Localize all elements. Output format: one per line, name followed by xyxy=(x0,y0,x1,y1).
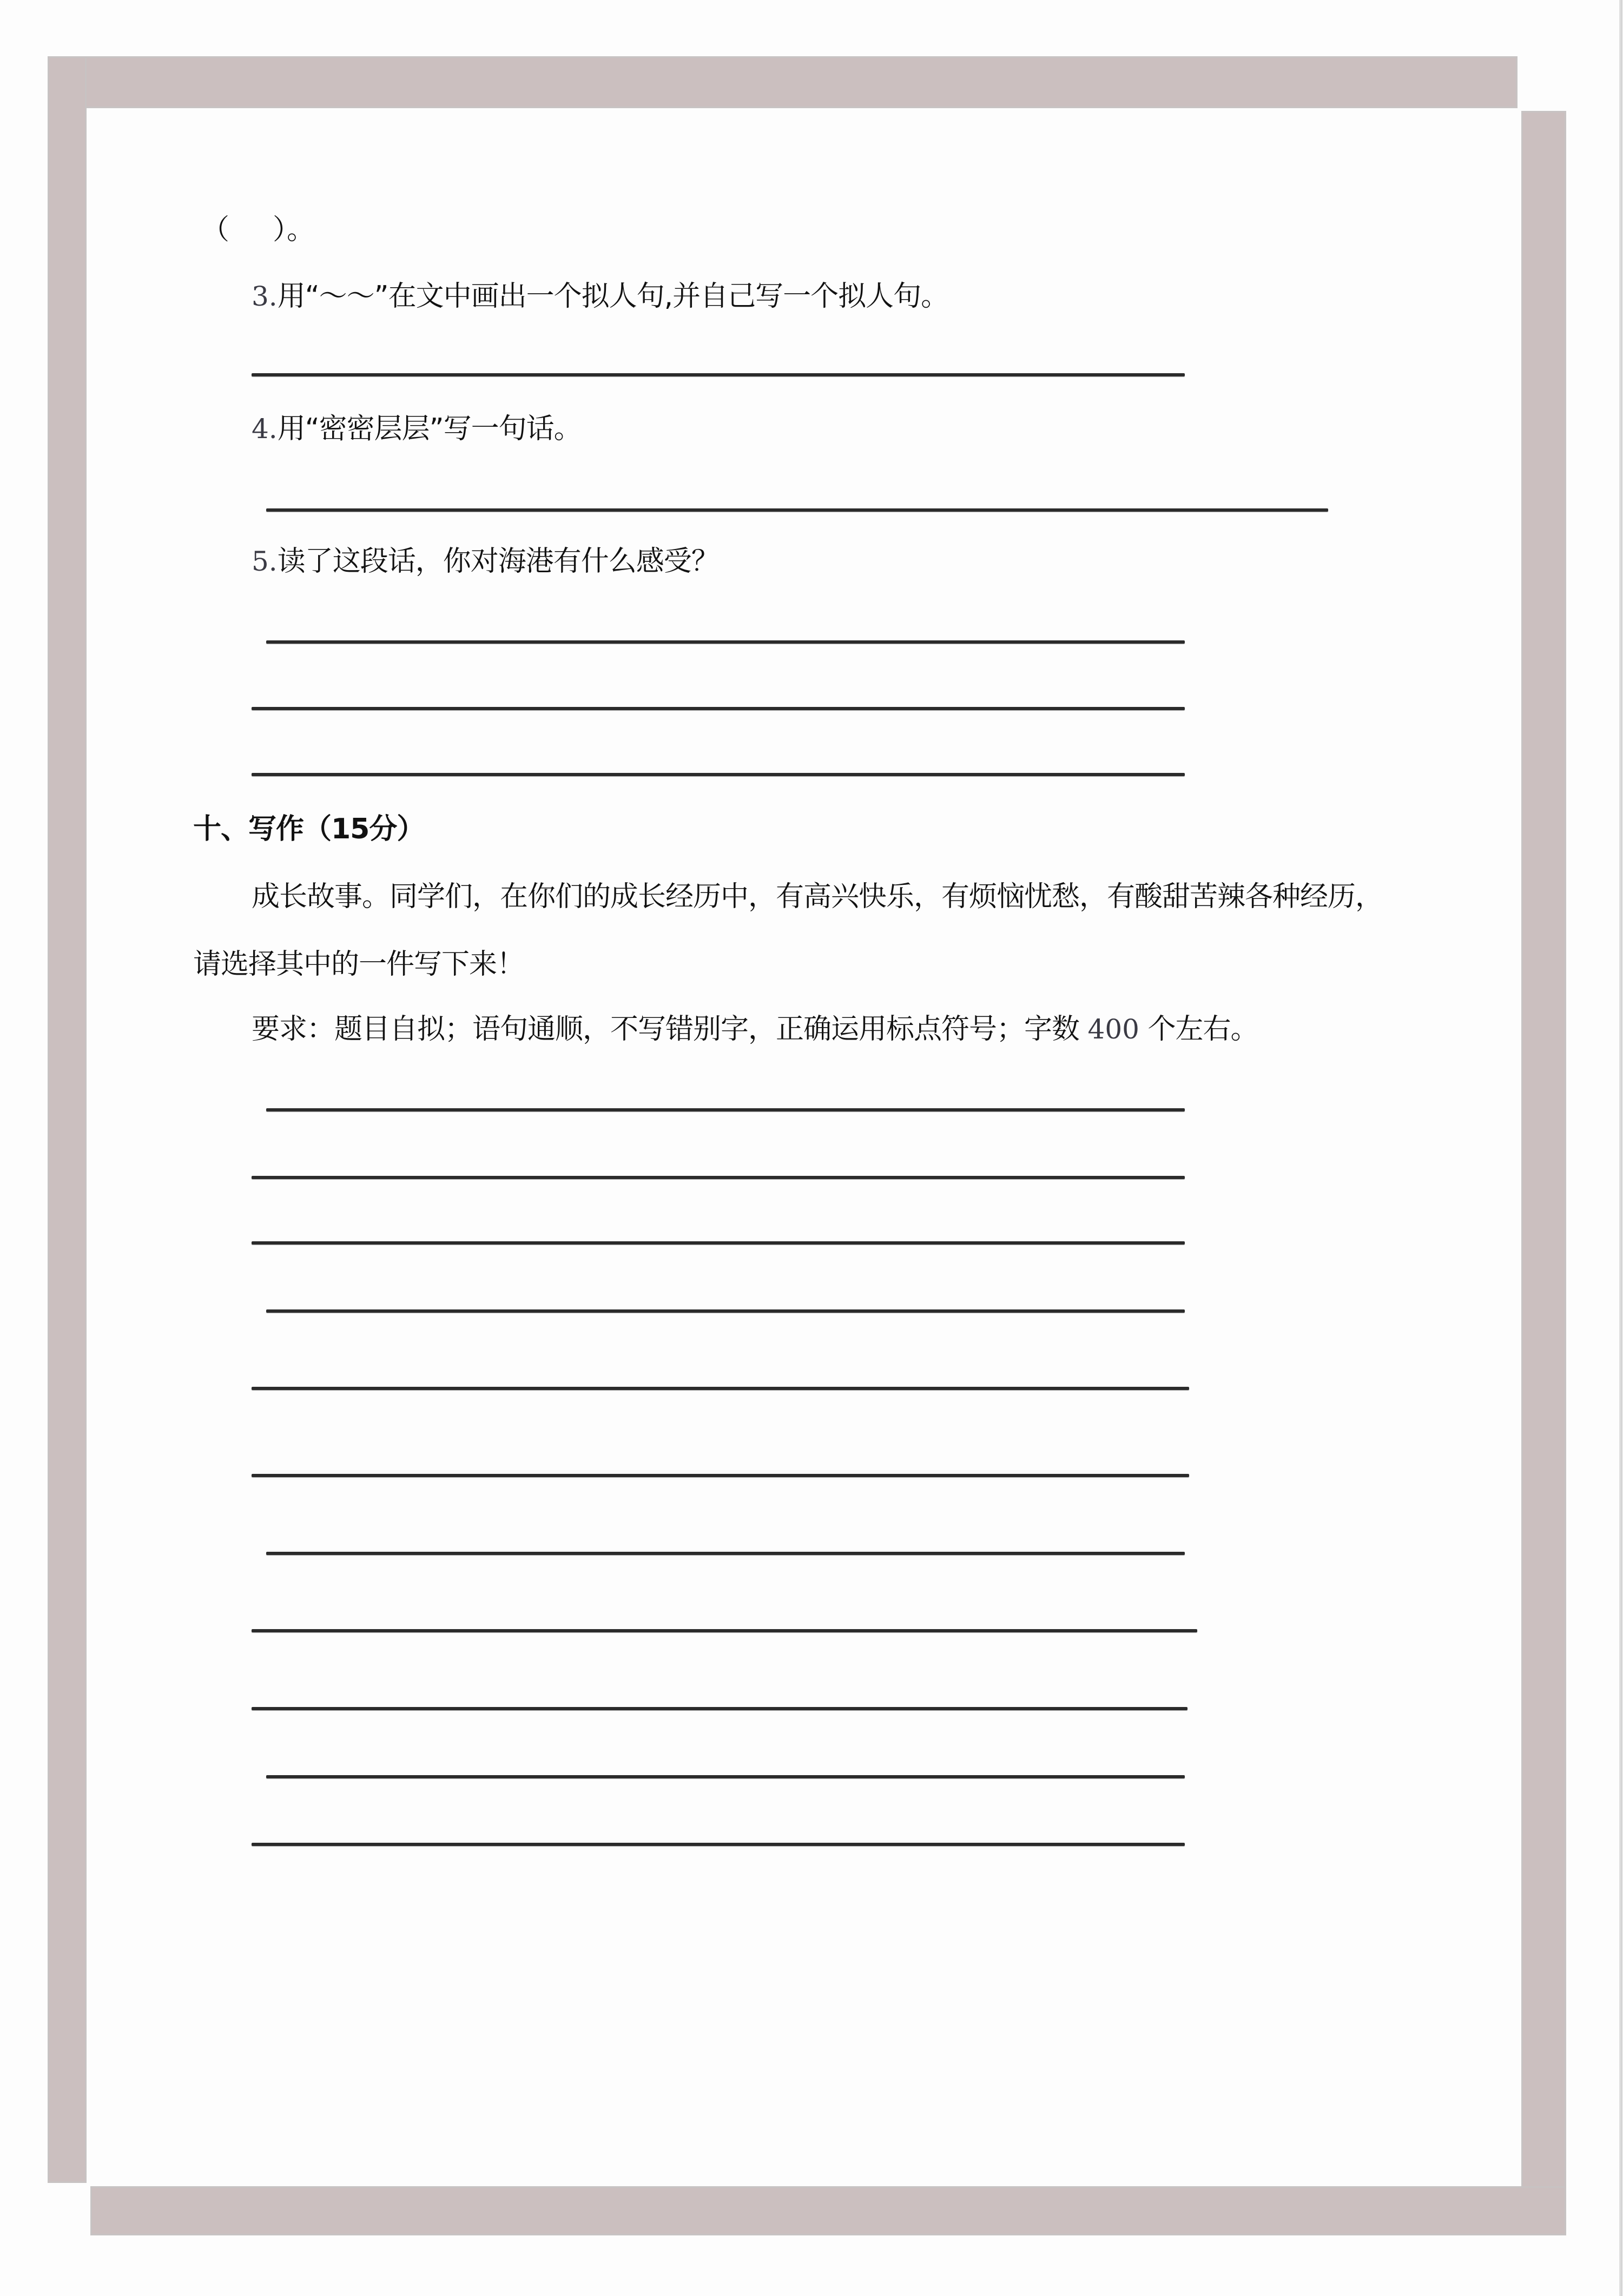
answer-parentheses: （ ）。 xyxy=(201,214,315,246)
question-text: 读了这段话，你对海港有什么感受？ xyxy=(277,545,719,578)
question-4 xyxy=(252,413,582,445)
essay-prompt-line2: 请选择其中的一件写下来！ xyxy=(193,948,525,981)
essay-line[interactable] xyxy=(252,1474,1189,1477)
essay-line[interactable] xyxy=(266,1108,1185,1111)
question-3 xyxy=(252,280,948,313)
question-text: 用“密密层层”写一句话。 xyxy=(277,413,582,445)
word-count: 400 xyxy=(1087,1014,1139,1045)
essay-line[interactable] xyxy=(252,1707,1187,1710)
question-number: 5. xyxy=(252,546,278,577)
answer-line[interactable] xyxy=(252,373,1185,376)
question-5 xyxy=(252,545,719,578)
question-text: 用“～～”在文中画出一个拟人句,并自己写一个拟人句。 xyxy=(277,280,949,313)
question-number: 3. xyxy=(252,281,278,312)
answer-line[interactable] xyxy=(252,707,1185,710)
essay-line[interactable] xyxy=(252,1241,1185,1245)
essay-line[interactable] xyxy=(252,1629,1197,1632)
essay-prompt-line1: 成长故事。同学们，在你们的成长经历中，有高兴快乐，有烦恼忧愁，有酸甜苦辣各种经历， xyxy=(252,881,1383,913)
essay-line[interactable] xyxy=(252,1843,1185,1846)
answer-line[interactable] xyxy=(252,773,1185,776)
essay-line[interactable] xyxy=(266,1309,1185,1313)
answer-line[interactable] xyxy=(266,640,1185,644)
answer-line[interactable] xyxy=(266,508,1328,512)
essay-line[interactable] xyxy=(266,1775,1185,1778)
essay-requirements: 要求：题目自拟；语句通顺，不写错别字，正确运用标点符号；字数 400 个左右。 xyxy=(252,1013,1258,1046)
essay-line[interactable] xyxy=(252,1387,1189,1390)
question-number: 4. xyxy=(252,413,278,445)
essay-line[interactable] xyxy=(266,1552,1185,1555)
section-heading: 十、写作（15分） xyxy=(193,813,425,845)
essay-line[interactable] xyxy=(252,1176,1185,1179)
